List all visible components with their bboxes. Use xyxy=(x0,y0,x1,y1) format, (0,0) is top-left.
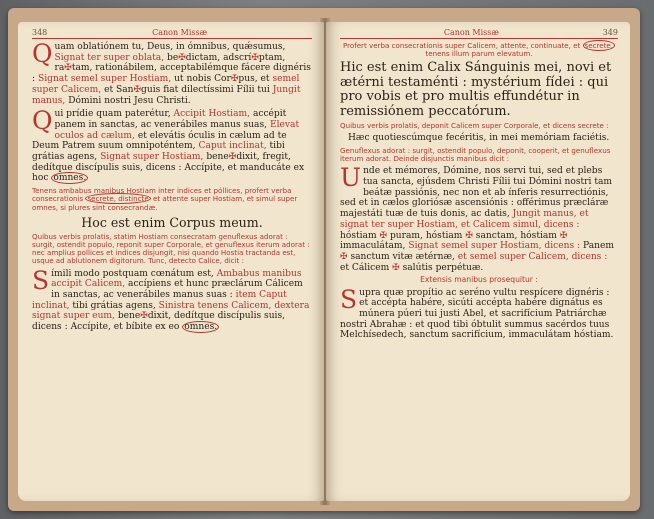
left-running-title: Canon Missæ xyxy=(152,28,208,37)
cross-icon: ✠ xyxy=(228,152,237,163)
paragraph-haec-quotiescumque: Hæc quotiescúmque fecéritis, in mei memóriam faciétis. xyxy=(348,133,610,144)
rubric-deponit-calicem: Quibus verbis prolatis, deponit Calicem super Corporale, et dicens secrete : xyxy=(340,121,609,131)
cross-icon: ✠ xyxy=(230,74,239,85)
paragraph-quam-oblationem: Quam oblatiónem tu, Deus, in ómnibus, quǽsumus, Signat ter super oblata, be✠dictam, adscrí✠ptam, ra✠tam, rationábilem, acceptabilémque fácere dignéris : Signat semel super Hostiam, ut nobis Cor✠pus, et semel super Calicem, et San✠guis fiat dilectíssimi Fílii tui Jungit manus, Dómini nostri Jesu Christi. xyxy=(32,39,311,106)
consecration-chalice: Hic est enim Calix Sánguinis mei, novi et ætérni testaménti : mystérium fídei : qui pro vobis et pro multis effundétur in remissiónem peccatórum. xyxy=(340,60,612,119)
pen-circle-mark: omnes. xyxy=(184,322,218,333)
pen-circle-mark: secrete, xyxy=(584,41,614,50)
rubric-genuflexus: Genuflexus adorat : surgit, ostendit populo, deponit, cooperit, et genuflexus iterum adorat. Deinde disjunctis manibus dicit : xyxy=(340,145,611,164)
cross-icon: ✠ xyxy=(379,230,388,241)
rubric-profert-verba: Profert verba consecrationis super Calicem, attente, continuate, et secrete, tenens illum parum elevatum. xyxy=(342,41,614,59)
open-book xyxy=(8,8,640,511)
drop-cap: Q xyxy=(32,39,53,68)
paragraph-qui-pridie: Qui prídie quam paterétur, Accipit Hostiam, accépit panem in sanctas, ac venerábiles manus suas, Elevat oculos ad cælum, et elevátis óculis in cælum ad te Deum Patrem suum omnipoténtem, Caput inclinat, tibi grátias agens, Signat super Hostiam, bene✠dixit, fregit, dedítque discípulis suis, dicens : Accípite, et manducáte ex hoc omnes. xyxy=(32,106,305,184)
rubric-quibus-verbis: Quibus verbis prolatis, statim Hostiam consecratam genuflexus adorat : surgit, ostendit populo, reponit super Corporale, et genuflexus iterum adorat : nec amplius pollices et indices disjungit, nisi quando Hostia tractanda est, usque ad ablutionem digitorum. Tunc, detecto Calice, dicit : xyxy=(32,231,310,266)
drop-cap: U xyxy=(340,163,362,193)
paragraph-simili-modo: Símili modo postquam cœnátum est, Ambabus manibus accipit Calicem, accípiens et hunc præclárum Cálicem in sanctas, ac venerábiles manus suas : item Caput inclinat, tibi grátias agens, Sinistra tenens Calicem, dextera signat super eum, bene✠dixit, dedítque discípulis suis, dicens : Accípite, et bíbite ex eo omnes. xyxy=(32,265,310,333)
paragraph-unde-et-memores: Unde et mémores, Dómine, nos servi tui, sed et plebs tua sancta, ejúsdem Christi Fílii tui Dómini nostri tam beátæ passiónis, nec non et ab ínferis resurrectiónis, sed et in cælos gloriósæ ascensiónis : offérimus præcláræ majestáti tuæ de tuis donis, ac datis, Jungit manus, et signat ter super Hostiam, et Calicem simul, dicens : hóstiam ✠ puram, hóstiam ✠ sanctam, hóstiam ✠ immaculátam, Signat semel super Hostiam, dicens : Panem ✠ sanctum vitæ ætérnæ, et semel super Calicem, dicens : et Cálicem ✠ salútis perpétuæ. xyxy=(340,163,615,273)
drop-cap: S xyxy=(32,265,50,295)
pen-circle-mark: secrete, distincte xyxy=(87,194,149,204)
left-page-header xyxy=(32,28,312,39)
cross-icon: ✠ xyxy=(465,230,473,241)
left-page xyxy=(18,22,324,501)
consecration-host: Hoc est enim Corpus meum. xyxy=(81,214,263,230)
right-page-number: 349 xyxy=(602,28,618,37)
rubric-tenens: Tenens ambabus manibus Hostiam inter indices et póllices, profert verba consecrationis secrete, distincte et attente super Hostiam, et simul super omnes, si plures sint consecrandæ. xyxy=(32,186,298,212)
left-page-number: 348 xyxy=(32,28,48,37)
paragraph-supra-quae: Supra quæ propítio ac seréno vultu respícere dignéris : et accépta habére, sicúti accépta habére dignátus es múnera púeri tui justi Abel, et sacrifícium Patriárchæ nostri Abrahæ : et quod tibi óbtulit summus sacérdos tuus Melchísedech, sanctum sacrifícium, immaculátam hóstiam. xyxy=(340,284,614,341)
rubric-extensis-manibus: Extensis manibus prosequitur : xyxy=(420,275,538,285)
drop-cap: Q xyxy=(32,106,53,136)
cross-icon: ✠ xyxy=(140,311,148,322)
cross-icon: ✠ xyxy=(64,63,72,74)
cross-icon: ✠ xyxy=(392,262,400,273)
right-page xyxy=(326,22,630,501)
cross-icon: ✠ xyxy=(178,52,186,63)
right-running-title: Canon Missæ xyxy=(443,28,499,37)
cross-icon: ✠ xyxy=(559,230,568,241)
drop-cap: S xyxy=(340,284,358,314)
right-page-header xyxy=(340,28,618,39)
cross-icon: ✠ xyxy=(251,52,259,63)
cross-icon: ✠ xyxy=(340,251,348,262)
pen-circle-mark: omnes. xyxy=(53,173,87,184)
cross-icon: ✠ xyxy=(133,84,142,95)
